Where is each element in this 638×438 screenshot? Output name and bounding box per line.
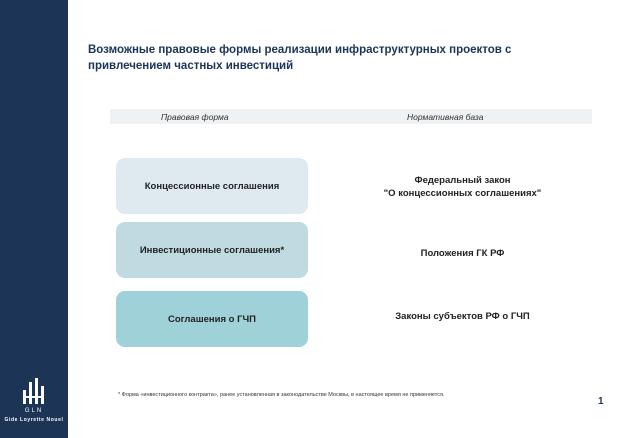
sidebar-band	[0, 0, 68, 438]
legal-form-ppp	[116, 291, 308, 347]
regulatory-basis-line: Положения ГК РФ	[420, 248, 505, 259]
column-header-legal-form: Правовая форма	[161, 112, 229, 122]
page-title-line1: Возможные правовые формы реализации инфраструктурных проектов с	[88, 44, 512, 56]
regulatory-basis-line: Законы субъектов РФ о ГЧП	[395, 311, 530, 322]
logo-mark-text: GLN	[24, 408, 44, 414]
column-header-regulatory-basis: Нормативная база	[407, 112, 484, 122]
regulatory-basis-concession	[350, 174, 575, 200]
firm-logo	[0, 378, 68, 438]
regulatory-basis-investment	[350, 247, 575, 260]
page-title	[88, 42, 608, 74]
legal-form-label: Соглашения о ГЧП	[168, 313, 256, 325]
regulatory-basis-ppp	[350, 310, 575, 323]
logo-firm-name: Gide Loyrette Nouel	[4, 417, 64, 423]
legal-form-label: Концессионные соглашения	[144, 180, 280, 192]
logo-mark-icon	[22, 378, 46, 406]
page-number: 1	[598, 396, 604, 407]
regulatory-basis-line: Федеральный закон	[414, 175, 511, 186]
legal-form-label: Инвестиционные соглашения*	[139, 244, 285, 256]
page-title-line2: привлечением частных инвестиций	[88, 60, 294, 72]
legal-form-concession	[116, 158, 308, 214]
regulatory-basis-line: "О концессионных соглашениях"	[383, 188, 542, 199]
legal-form-investment	[116, 222, 308, 278]
footnote: * Форма «инвестиционного контракта», ранее установленная в законодательстве Москвы, в настоящее время не применяется.	[118, 392, 445, 398]
